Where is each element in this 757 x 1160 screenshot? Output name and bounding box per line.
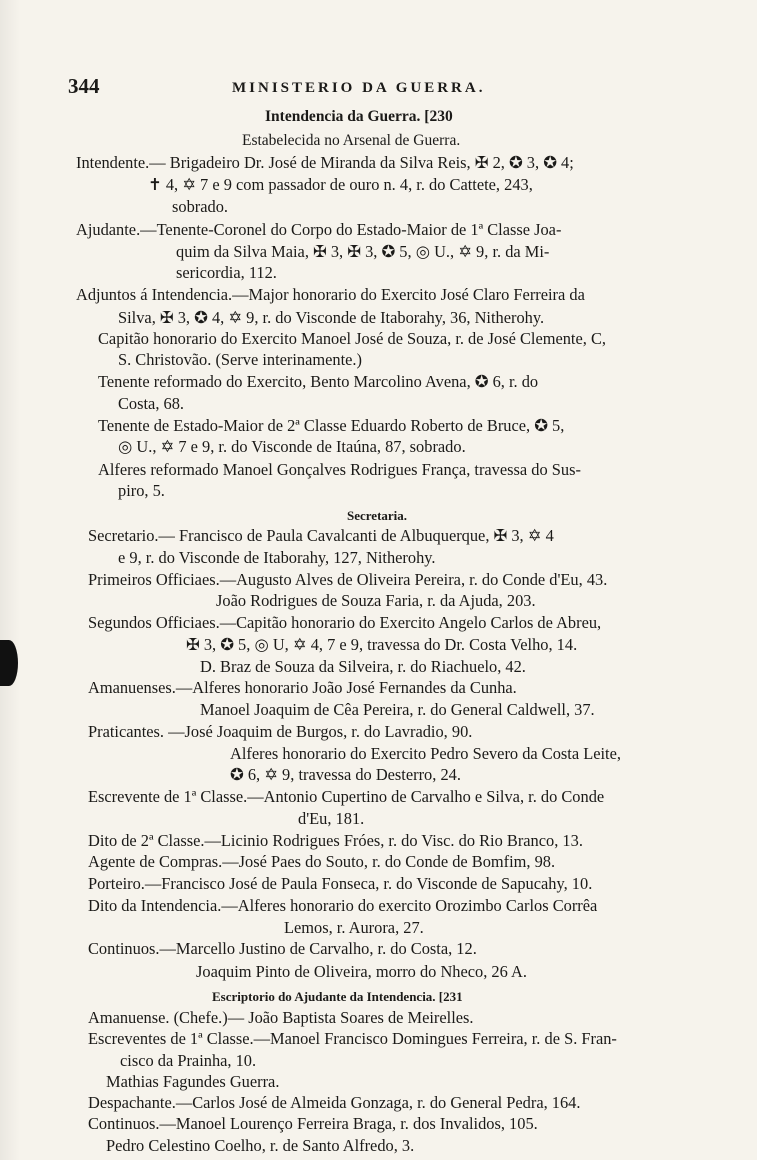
text-line: Alferes honorario do Exercito Pedro Severo da Costa Leite, xyxy=(230,744,621,763)
ink-blot xyxy=(0,640,18,686)
section-heading: Secretaria. xyxy=(347,508,408,523)
text-line: Pedro Celestino Coelho, r. de Santo Alfredo, 3. xyxy=(106,1136,415,1155)
text-line: João Rodrigues de Souza Faria, r. da Ajuda, 203. xyxy=(216,591,536,610)
text-line: Dito da Intendencia.—Alferes honorario do exercito Orozimbo Carlos Corrêa xyxy=(88,896,598,915)
text-line: piro, 5. xyxy=(118,481,165,500)
text-line: Lemos, r. Aurora, 27. xyxy=(284,918,424,937)
text-line: Manoel Joaquim de Cêa Pereira, r. do General Caldwell, 37. xyxy=(200,700,595,719)
text-line: Mathias Fagundes Guerra. xyxy=(106,1072,280,1091)
text-line: Porteiro.—Francisco José de Paula Fonseca, r. do Visconde de Sapucahy, 10. xyxy=(88,874,593,893)
text-line: Ajudante.—Tenente-Coronel do Corpo do Estado-Maior de 1ª Classe Joa- xyxy=(76,220,562,239)
text-line: sericordia, 112. xyxy=(176,263,277,282)
text-line: ✠ 3, ✪ 5, ◎ U, ✡ 4, 7 e 9, travessa do Dr. Costa Velho, 14. xyxy=(186,635,578,654)
text-line: Secretario.— Francisco de Paula Cavalcanti de Albuquerque, ✠ 3, ✡ 4 xyxy=(88,526,554,545)
text-line: Segundos Officiaes.—Capitão honorario do Exercito Angelo Carlos de Abreu, xyxy=(88,613,602,632)
text-line: d'Eu, 181. xyxy=(298,809,365,828)
text-line: e 9, r. do Visconde de Itaborahy, 127, Nitherohy. xyxy=(118,548,436,567)
text-line: Adjuntos á Intendencia.—Major honorario do Exercito José Claro Ferreira da xyxy=(76,285,585,304)
text-line: Silva, ✠ 3, ✪ 4, ✡ 9, r. do Visconde de Itaborahy, 36, Nitherohy. xyxy=(118,308,545,327)
text-line: quim da Silva Maia, ✠ 3, ✠ 3, ✪ 5, ◎ U., ✡ 9, r. da Mi- xyxy=(176,242,550,261)
text-line: Amanuense. (Chefe.)— João Baptista Soares de Meirelles. xyxy=(88,1008,474,1027)
text-line: Continuos.—Manoel Lourenço Ferreira Braga, r. dos Invalidos, 105. xyxy=(88,1114,538,1133)
running-title: MINISTERIO DA GUERRA. xyxy=(232,80,486,96)
text-line: D. Braz de Souza da Silveira, r. do Riachuelo, 42. xyxy=(200,657,526,676)
text-line: Capitão honorario do Exercito Manoel José de Souza, r. de José Clemente, C, xyxy=(98,329,606,348)
text-line: ✝ 4, ✡ 7 e 9 com passador de ouro n. 4, r. do Cattete, 243, xyxy=(148,175,533,194)
text-line: ✪ 6, ✡ 9, travessa do Desterro, 24. xyxy=(230,765,461,784)
section-heading: Escriptorio do Ajudante da Intendencia. [231 xyxy=(212,989,463,1004)
text-line: Despachante.—Carlos José de Almeida Gonzaga, r. do General Pedra, 164. xyxy=(88,1093,581,1112)
text-line: Alferes reformado Manoel Gonçalves Rodrigues França, travessa do Sus- xyxy=(98,460,581,479)
text-line: sobrado. xyxy=(172,197,228,216)
text-line: Continuos.—Marcello Justino de Carvalho, r. do Costa, 12. xyxy=(88,939,477,958)
section-subtitle: Estabelecida no Arsenal de Guerra. xyxy=(242,132,461,149)
text-line: Amanuenses.—Alferes honorario João José Fernandes da Cunha. xyxy=(88,678,517,697)
text-line: Escrevente de 1ª Classe.—Antonio Cupertino de Carvalho e Silva, r. do Conde xyxy=(88,787,605,806)
text-line: Tenente de Estado-Maior de 2ª Classe Eduardo Roberto de Bruce, ✪ 5, xyxy=(98,416,565,435)
text-line: cisco da Prainha, 10. xyxy=(120,1051,257,1070)
text-line: Escreventes de 1ª Classe.—Manoel Francisco Domingues Ferreira, r. de S. Fran- xyxy=(88,1029,617,1048)
text-line: Primeiros Officiaes.—Augusto Alves de Oliveira Pereira, r. do Conde d'Eu, 43. xyxy=(88,570,608,589)
page-edge-shadow xyxy=(0,0,20,1160)
text-line: Tenente reformado do Exercito, Bento Marcolino Avena, ✪ 6, r. do xyxy=(98,372,539,391)
text-line: S. Christovão. (Serve interinamente.) xyxy=(118,350,362,369)
page-number: 344 xyxy=(68,74,100,98)
section-title: Intendencia da Guerra. [230 xyxy=(265,108,453,125)
text-line: Joaquim Pinto de Oliveira, morro do Nheco, 26 A. xyxy=(196,962,527,981)
text-line: ◎ U., ✡ 7 e 9, r. do Visconde de Itaúna, 87, sobrado. xyxy=(118,437,466,456)
text-line: Intendente.— Brigadeiro Dr. José de Miranda da Silva Reis, ✠ 2, ✪ 3, ✪ 4; xyxy=(76,153,574,172)
text-line: Praticantes. —José Joaquim de Burgos, r. do Lavradio, 90. xyxy=(88,722,473,741)
text-line: Agente de Compras.—José Paes do Souto, r. do Conde de Bomfim, 98. xyxy=(88,852,556,871)
text-line: Dito de 2ª Classe.—Licinio Rodrigues Fróes, r. do Visc. do Rio Branco, 13. xyxy=(88,831,583,850)
text-line: Costa, 68. xyxy=(118,394,185,413)
